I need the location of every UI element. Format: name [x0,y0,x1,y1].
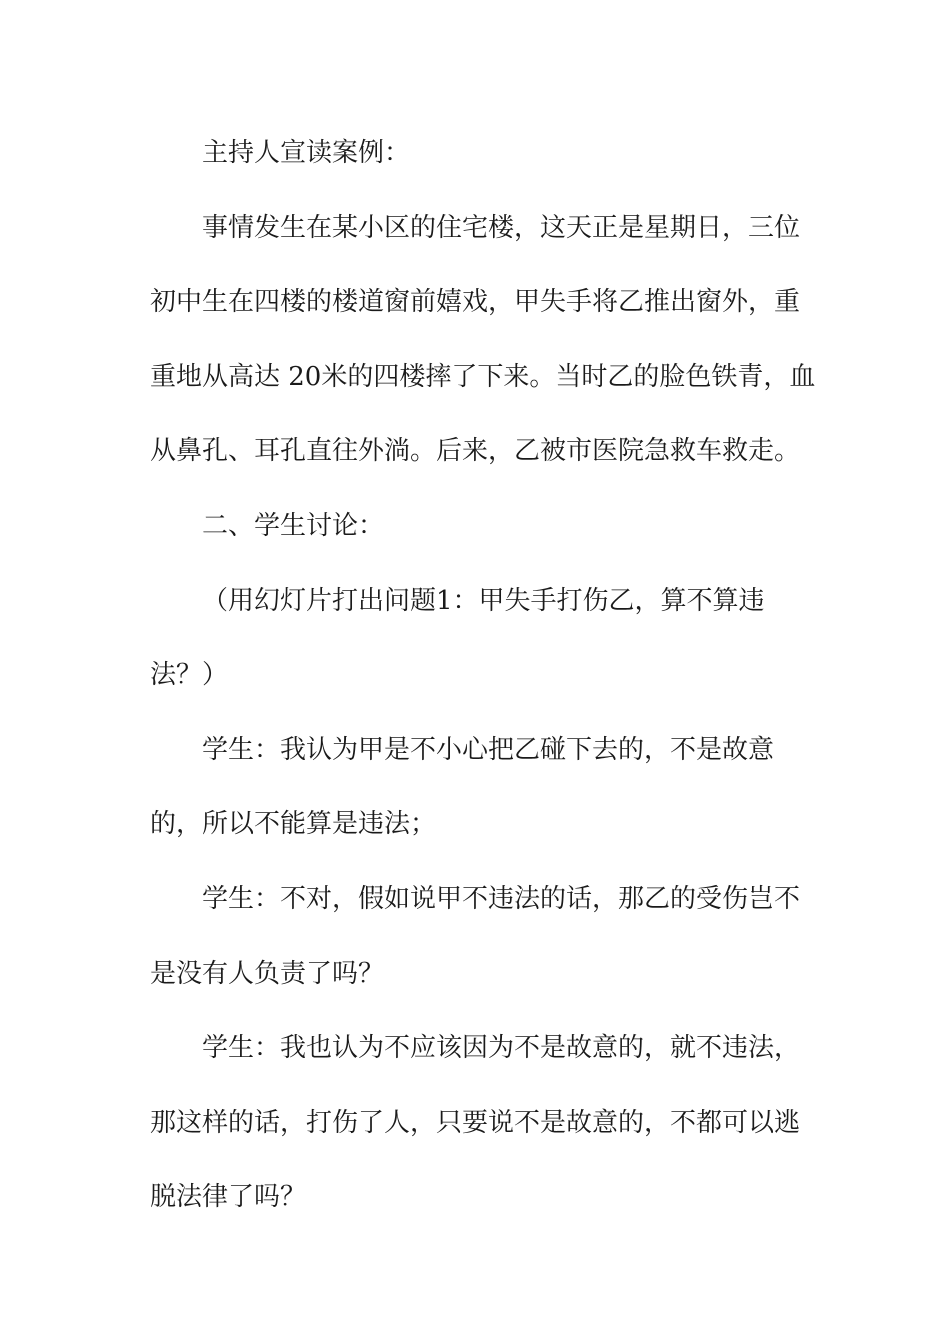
case-paragraph-line-3: 重地从高达 20米的四楼摔了下来。当时乙的脸色铁青，血 [150,362,816,392]
section-heading-student-discussion: 二、学生讨论： [202,511,385,541]
case-paragraph-line-4: 从鼻孔、耳孔直往外淌。后来，乙被市医院急救车救走。 [150,436,801,466]
case-paragraph-line-1: 事情发生在某小区的住宅楼，这天正是星期日，三位 [202,213,801,243]
question-1-line-2: 法？） [150,660,229,690]
student-answer-1-line-2: 的，所以不能算是违法； [150,809,437,839]
student-answer-1-line-1: 学生：我认为甲是不小心把乙碰下去的，不是故意 [202,735,775,765]
student-answer-3-line-3: 脱法律了吗？ [150,1182,307,1212]
student-answer-2-line-2: 是没有人负责了吗？ [150,959,385,989]
case-paragraph-line-2: 初中生在四楼的楼道窗前嬉戏，甲失手将乙推出窗外，重 [150,287,801,317]
student-answer-2-line-1: 学生：不对，假如说甲不违法的话，那乙的受伤岂不 [202,884,801,914]
host-reads-case-heading: 主持人宣读案例： [202,138,411,168]
student-answer-3-line-2: 那这样的话，打伤了人，只要说不是故意的，不都可以逃 [150,1108,801,1138]
question-1-line-1: （用幻灯片打出问题1：甲失手打伤乙，算不算违 [202,586,765,616]
student-answer-3-line-1: 学生：我也认为不应该因为不是故意的，就不违法， [202,1033,801,1063]
